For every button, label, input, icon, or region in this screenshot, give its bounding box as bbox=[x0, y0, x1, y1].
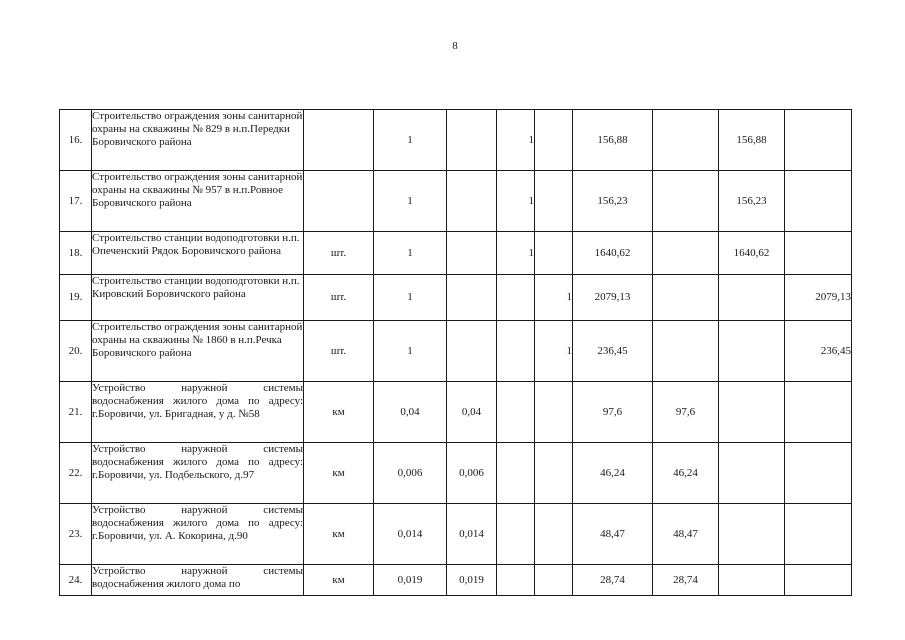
row-col10 bbox=[719, 504, 785, 565]
row-unit: км bbox=[304, 565, 374, 596]
row-col11 bbox=[785, 565, 852, 596]
table-row bbox=[60, 110, 852, 171]
table-row bbox=[60, 171, 852, 232]
row-total: 97,6 bbox=[573, 382, 653, 443]
row-total: 2079,13 bbox=[573, 275, 653, 321]
row-name: Строительство ограждения зоны санитарной охраны на скважины № 829 в н.п.Передки Боровичского района bbox=[92, 110, 304, 171]
row-col5 bbox=[447, 171, 497, 232]
row-col5: 0,04 bbox=[447, 382, 497, 443]
row-col5 bbox=[447, 232, 497, 275]
row-col9 bbox=[653, 321, 719, 382]
row-col6 bbox=[497, 382, 535, 443]
row-quantity: 1 bbox=[374, 110, 447, 171]
row-col5 bbox=[447, 110, 497, 171]
row-name: Строительство станции водоподготовки н.п. Кировский Боровичского района bbox=[92, 275, 304, 321]
row-col7: 1 bbox=[535, 321, 573, 382]
row-quantity: 0,04 bbox=[374, 382, 447, 443]
row-total: 46,24 bbox=[573, 443, 653, 504]
row-quantity: 1 bbox=[374, 232, 447, 275]
row-total: 236,45 bbox=[573, 321, 653, 382]
row-col11 bbox=[785, 504, 852, 565]
row-col6 bbox=[497, 565, 535, 596]
row-col11 bbox=[785, 443, 852, 504]
row-name: Устройство наружной системы водоснабжения жилого дома по адресу: г.Боровичи, ул. А. Кокорина, д.90 bbox=[92, 504, 304, 565]
row-col6 bbox=[497, 321, 535, 382]
row-col9 bbox=[653, 171, 719, 232]
table-row bbox=[60, 504, 852, 565]
row-unit bbox=[304, 171, 374, 232]
row-quantity: 1 bbox=[374, 275, 447, 321]
row-name: Строительство ограждения зоны санитарной охраны на скважины № 957 в н.п.Ровное Боровичского района bbox=[92, 171, 304, 232]
row-col9 bbox=[653, 232, 719, 275]
row-quantity: 0,014 bbox=[374, 504, 447, 565]
row-col11 bbox=[785, 232, 852, 275]
row-col10 bbox=[719, 275, 785, 321]
row-number: 24. bbox=[60, 565, 92, 596]
row-col7 bbox=[535, 504, 573, 565]
row-col7 bbox=[535, 443, 573, 504]
row-name: Устройство наружной системы водоснабжения жилого дома по адресу: г.Боровичи, ул. Подбельского, д.97 bbox=[92, 443, 304, 504]
row-number: 19. bbox=[60, 275, 92, 321]
row-unit: шт. bbox=[304, 275, 374, 321]
row-col6: 1 bbox=[497, 110, 535, 171]
row-number: 21. bbox=[60, 382, 92, 443]
row-col11 bbox=[785, 110, 852, 171]
row-col11: 236,45 bbox=[785, 321, 852, 382]
row-col6: 1 bbox=[497, 232, 535, 275]
row-number: 20. bbox=[60, 321, 92, 382]
objects-table bbox=[59, 109, 852, 596]
row-quantity: 1 bbox=[374, 321, 447, 382]
row-col10: 1640,62 bbox=[719, 232, 785, 275]
row-col9 bbox=[653, 275, 719, 321]
page-number: 8 bbox=[452, 40, 458, 52]
row-col7 bbox=[535, 171, 573, 232]
row-col6: 1 bbox=[497, 171, 535, 232]
row-col5 bbox=[447, 275, 497, 321]
row-number: 22. bbox=[60, 443, 92, 504]
row-col5: 0,014 bbox=[447, 504, 497, 565]
row-col6 bbox=[497, 504, 535, 565]
table-row bbox=[60, 232, 852, 275]
row-col10 bbox=[719, 565, 785, 596]
row-unit bbox=[304, 110, 374, 171]
row-col10 bbox=[719, 443, 785, 504]
row-unit: шт. bbox=[304, 321, 374, 382]
row-unit: км bbox=[304, 504, 374, 565]
row-name: Строительство ограждения зоны санитарной охраны на скважины № 1860 в н.п.Речка Боровичского района bbox=[92, 321, 304, 382]
row-col10 bbox=[719, 321, 785, 382]
table-row bbox=[60, 565, 852, 596]
row-quantity: 1 bbox=[374, 171, 447, 232]
table-row bbox=[60, 321, 852, 382]
row-unit: км bbox=[304, 382, 374, 443]
row-col11 bbox=[785, 382, 852, 443]
row-number: 23. bbox=[60, 504, 92, 565]
row-col9: 97,6 bbox=[653, 382, 719, 443]
row-col11 bbox=[785, 171, 852, 232]
row-total: 156,88 bbox=[573, 110, 653, 171]
row-col7 bbox=[535, 110, 573, 171]
row-total: 28,74 bbox=[573, 565, 653, 596]
row-col7: 1 bbox=[535, 275, 573, 321]
row-number: 17. bbox=[60, 171, 92, 232]
row-col10: 156,23 bbox=[719, 171, 785, 232]
row-total: 156,23 bbox=[573, 171, 653, 232]
row-name: Устройство наружной системы водоснабжения жилого дома по bbox=[92, 565, 304, 596]
row-col11: 2079,13 bbox=[785, 275, 852, 321]
row-col10: 156,88 bbox=[719, 110, 785, 171]
row-col5: 0,019 bbox=[447, 565, 497, 596]
row-col6 bbox=[497, 443, 535, 504]
row-col5: 0,006 bbox=[447, 443, 497, 504]
row-quantity: 0,019 bbox=[374, 565, 447, 596]
row-col7 bbox=[535, 382, 573, 443]
row-total: 48,47 bbox=[573, 504, 653, 565]
row-col5 bbox=[447, 321, 497, 382]
row-name: Строительство станции водоподготовки н.п. Опеченский Рядок Боровичского района bbox=[92, 232, 304, 275]
row-col9: 46,24 bbox=[653, 443, 719, 504]
row-number: 16. bbox=[60, 110, 92, 171]
row-col6 bbox=[497, 275, 535, 321]
row-number: 18. bbox=[60, 232, 92, 275]
row-col9: 48,47 bbox=[653, 504, 719, 565]
row-col9 bbox=[653, 110, 719, 171]
row-col10 bbox=[719, 382, 785, 443]
row-quantity: 0,006 bbox=[374, 443, 447, 504]
table-row bbox=[60, 382, 852, 443]
row-col7 bbox=[535, 232, 573, 275]
row-name: Устройство наружной системы водоснабжения жилого дома по адресу: г.Боровичи, ул. Бригадная, у д. №58 bbox=[92, 382, 304, 443]
table-row bbox=[60, 275, 852, 321]
table-row bbox=[60, 443, 852, 504]
row-unit: км bbox=[304, 443, 374, 504]
row-col7 bbox=[535, 565, 573, 596]
row-unit: шт. bbox=[304, 232, 374, 275]
row-total: 1640,62 bbox=[573, 232, 653, 275]
row-col9: 28,74 bbox=[653, 565, 719, 596]
